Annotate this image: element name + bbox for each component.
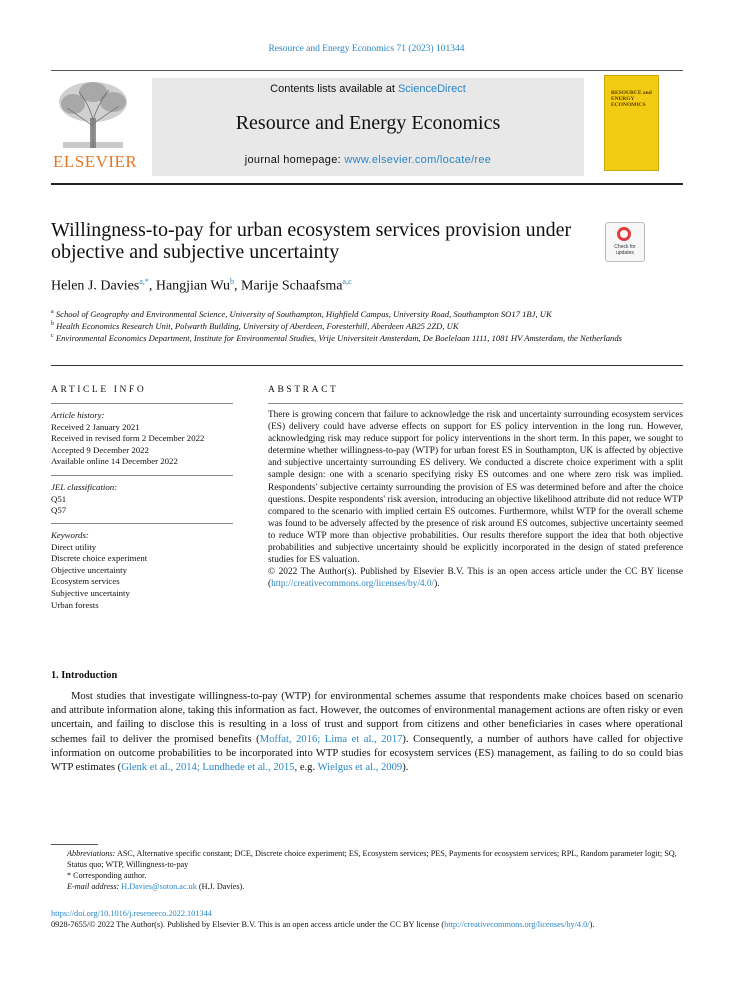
homepage-link[interactable]: www.elsevier.com/locate/ree — [344, 154, 492, 166]
keyword: Direct utility — [51, 541, 97, 552]
introduction-heading: 1. Introduction — [51, 670, 118, 681]
history-label: Article history: — [51, 410, 105, 420]
abstract-text: There is growing concern that failure to acknowledge the risk and uncertainty surrounding ecosystem services (ES) delivery could have adverse effects on support for ES policy intervention in the long run. However, acknowledging risk may reduce support for policy interventions in the short term. In this paper, we sought to determine whether willingness-to-pay (WTP) for urban forest ES in Southampton, UK is affected by objective and subjective uncertainty surrounding ES delivery. We conducted a discrete choice experiment with a split sample design: one with a scenario specifying risky ES outcomes and one where zero risk was implied. Respondents' subjective certainty surrounding the provision of ES was determined before and after the choice questions. Despite respondents' risk aversion, introducing an objective likelihood attribute did not reduce WTP compared to the scenario with implied certain ES outcomes. Furthermore, whilst WTP for the overall scheme was found to be adversely affected by the presence of risk around ES outcomes, subjective uncertainty seemed to reduce WTP more than objective probabilities. Our results therefore support the idea that both objective probabilities and subjective uncertainty should be explicitly incorporated in the design of stated preference studies for ES valuation. — [268, 410, 683, 566]
history-item: Available online 14 December 2022 — [51, 456, 178, 467]
email-note — [51, 881, 683, 892]
corresponding-mark: * — [67, 871, 72, 880]
info-rule — [51, 403, 233, 404]
footnotes — [51, 848, 683, 892]
elsevier-wordmark: ELSEVIER — [53, 152, 138, 171]
abstract-heading: ABSTRACT — [268, 385, 339, 395]
contents-prefix: Contents lists available at — [270, 83, 398, 95]
intro-text: Most studies that investigate willingness-to-pay (WTP) for environmental schemes assume that respondents make choices based on scenario and attribute information alone, taking this information as fact. However, the outcomes of environmental management actions are often risky or even uncertain, and failing to disclose this is resulting in a loss of trust and support from citizens and other beneficiaries in cases where operational schemes fail to deliver the promised benefits ( — [51, 691, 683, 745]
license-line — [268, 566, 683, 590]
badge-label: Check for updates — [614, 244, 636, 256]
sciencedirect-link[interactable]: ScienceDirect — [397, 83, 466, 95]
license-link[interactable]: http://creativecommons.org/licenses/by/4.0/ — [271, 579, 435, 590]
keywords — [51, 530, 233, 611]
affiliation-text: Environmental Economics Department, Institute for Environmental Studies, Vrije Universiteit Amsterdam, De Boelelaan 1111, 1081 HV Amsterdam, the Netherlands — [55, 332, 622, 343]
abstract — [268, 409, 683, 590]
keyword: Ecosystem services — [51, 576, 120, 587]
affiliation-key: c — [51, 333, 54, 339]
homepage-prefix: journal homepage: — [244, 154, 345, 166]
jel-code: Q57 — [51, 505, 67, 516]
doi-link[interactable]: https://doi.org/10.1016/j.reseneeco.2022.101344 — [51, 909, 212, 918]
info-rule — [51, 523, 233, 524]
jel-classification — [51, 482, 233, 517]
citation-link[interactable]: Glenk et al., 2014; Lundhede et al., 2015 — [121, 762, 295, 774]
cover-title: RESOURCE and ENERGY ECONOMICS — [611, 90, 652, 108]
email-label: E-mail address: — [67, 882, 120, 891]
article-history — [51, 410, 233, 468]
header-rule — [51, 70, 683, 71]
tree-logo-icon — [49, 78, 137, 150]
abbreviations-label: Abbreviations: — [67, 849, 116, 858]
article-title: Willingness-to-pay for urban ecosystem services provision under objective and subjective uncertainty — [51, 219, 572, 263]
affiliation-text: School of Geography and Environmental Science, University of Southampton, Highfield Campus, University Road, Southampton SO17 1BJ, UK — [55, 308, 552, 319]
affiliation-key: b — [51, 321, 54, 327]
license-prefix: © 2022 The Author(s). Published by Elsevier B.V. This is an open access article under the CC BY license ( — [268, 567, 683, 590]
history-item: Received in revised form 2 December 2022 — [51, 433, 205, 444]
license-suffix: ). — [434, 579, 440, 590]
history-item: Accepted 9 December 2022 — [51, 444, 149, 455]
author-separator: , — [234, 278, 242, 294]
contents-line — [152, 83, 584, 95]
intro-text: ). — [402, 762, 409, 774]
update-check-icon — [617, 227, 631, 241]
author-separator: , — [148, 278, 156, 294]
abbreviations-text: ASC, Alternative specific constant; DCE, Discrete choice experiment; ES, Ecosystem services; PES, Payments for ecosystem services; RPL, Random parameter logit; SQ, Status quo; WTP, Willingness-to-pay — [67, 849, 677, 869]
article-info-heading: ARTICLE INFO — [51, 385, 147, 395]
intro-text: ). Consequently, a number of authors have called for objective information on outcome probabilities to be incorporated into WTP studies for ecosystem services (ES) management, as failing to do so could bias WTP estimates ( — [51, 733, 683, 774]
keyword: Discrete choice experiment — [51, 553, 148, 564]
jel-code: Q51 — [51, 493, 67, 504]
email-suffix: (H.J. Davies). — [196, 882, 245, 891]
check-for-updates-badge[interactable] — [605, 222, 645, 262]
introduction-paragraph — [51, 690, 683, 775]
header-bottom-rule — [51, 183, 683, 185]
author-name[interactable]: Hangjian Wu — [155, 278, 231, 294]
author-name[interactable]: Marije Schaafsma — [241, 278, 343, 294]
copyright-line — [51, 920, 683, 929]
journal-name: Resource and Energy Economics — [235, 112, 501, 134]
copyright-license-link[interactable]: http://creativecommons.org/licenses/by/4.0/ — [444, 920, 590, 929]
jel-label: JEL classification: — [51, 482, 118, 492]
author-affil-marker[interactable]: a,* — [139, 277, 149, 286]
journal-reference[interactable]: Resource and Energy Economics 71 (2023) 101344 — [268, 44, 465, 54]
footnote-rule — [51, 844, 98, 845]
author-list — [51, 277, 352, 295]
corresponding-text: Corresponding author. — [71, 871, 147, 880]
email-link[interactable]: H.Davies@soton.ac.uk — [121, 882, 197, 891]
keywords-label: Keywords: — [51, 530, 89, 540]
intro-text: , e.g. — [294, 762, 318, 774]
copyright-suffix: ). — [589, 920, 595, 929]
keyword: Objective uncertainty — [51, 564, 127, 575]
section-rule — [51, 365, 683, 366]
keyword: Urban forests — [51, 599, 99, 610]
affiliation-text: Health Economics Research Unit, Polwarth Building, University of Aberdeen, Foresterhill, Aberdeen AB25 2ZD, UK — [56, 320, 459, 331]
journal-cover-thumbnail[interactable] — [604, 75, 659, 171]
corresponding-author-note — [51, 870, 683, 881]
author-name[interactable]: Helen J. Davies — [51, 278, 140, 294]
citation-link[interactable]: Wielgus et al., 2009 — [317, 762, 403, 774]
copyright-prefix: 0928-7655/© 2022 The Author(s). Published by Elsevier B.V. This is an open access article under the CC BY license ( — [51, 920, 445, 929]
homepage-line — [152, 154, 584, 166]
info-rule — [51, 475, 233, 476]
abstract-rule — [268, 403, 683, 404]
author-affil-marker[interactable]: b — [230, 277, 235, 286]
keyword: Subjective uncertainty — [51, 587, 130, 598]
journal-banner — [152, 78, 584, 176]
affiliation — [51, 330, 691, 344]
elsevier-logo — [49, 78, 137, 170]
citation-link[interactable]: Moffat, 2016; Lima et al., 2017 — [259, 733, 403, 745]
history-item: Received 2 January 2021 — [51, 421, 140, 432]
abbreviations-note — [51, 848, 683, 870]
affiliation-key: a — [51, 309, 54, 315]
author-affil-marker[interactable]: a,c — [342, 277, 352, 286]
